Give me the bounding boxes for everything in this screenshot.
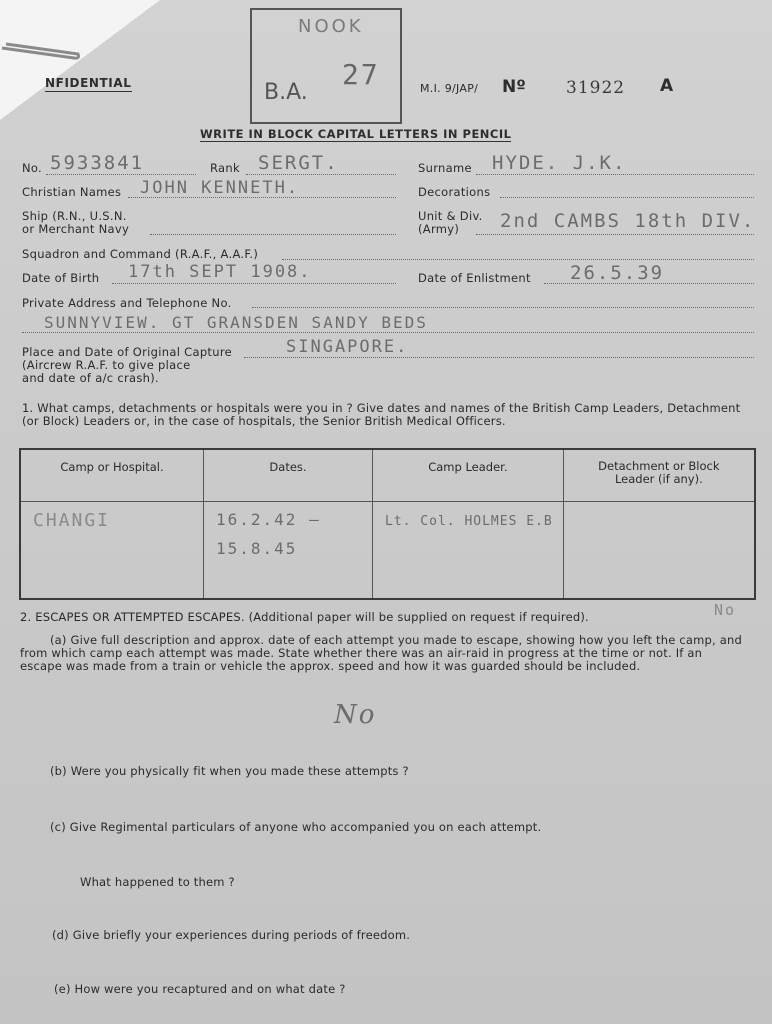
camp-cell bbox=[20, 502, 204, 600]
camp-value: CHANGI bbox=[33, 510, 111, 531]
question-2b: (b) Were you physically fit when you made these attempts ? bbox=[50, 764, 409, 778]
dotted-line bbox=[282, 259, 754, 260]
question-1-line-2: (or Block) Leaders or, in the case of hospitals, the Senior British Medical Officers. bbox=[22, 414, 506, 428]
classification-label: NFIDENTIAL bbox=[45, 76, 132, 90]
christian-names-label: Christian Names bbox=[22, 185, 122, 199]
table-header-row bbox=[20, 449, 755, 502]
col-camp-header: Camp or Hospital. bbox=[20, 449, 204, 502]
col-dates-header: Dates. bbox=[204, 449, 373, 502]
address-value: SUNNYVIEW. GT GRANSDEN SANDY BEDS bbox=[44, 313, 428, 332]
date-to-value: 15.8.45 bbox=[216, 539, 298, 558]
margin-answer: No bbox=[714, 601, 737, 619]
office-stamp bbox=[250, 8, 402, 124]
christian-names-value: JOHN KENNETH. bbox=[140, 178, 300, 198]
question-2a-line-3: escape was made from a train or vehicle the approx. speed and how it was guarded should be included. bbox=[20, 659, 641, 673]
dotted-line bbox=[476, 174, 754, 175]
instruction-heading: WRITE IN BLOCK CAPITAL LETTERS IN PENCIL bbox=[200, 127, 512, 141]
date-from-value: 16.2.42 — bbox=[216, 510, 321, 529]
form-number: 31922 bbox=[566, 78, 626, 98]
question-2c-sub: What happened to them ? bbox=[80, 875, 235, 889]
dates-cell bbox=[204, 502, 373, 600]
capture-value: SINGAPORE. bbox=[286, 337, 409, 357]
leader-value: Lt. Col. HOLMES E.B bbox=[385, 514, 553, 529]
address-label: Private Address and Telephone No. bbox=[22, 296, 232, 310]
form-suffix: A bbox=[660, 76, 674, 96]
table-row bbox=[20, 502, 755, 600]
surname-label: Surname bbox=[418, 161, 472, 175]
dotted-line bbox=[112, 283, 396, 284]
dotted-line bbox=[128, 197, 396, 198]
service-number-value: 5933841 bbox=[50, 152, 145, 174]
question-2a-line-1: (a) Give full description and approx. date of each attempt you made to escape, showing how you left the camp, and bbox=[50, 633, 742, 647]
dotted-line bbox=[22, 332, 754, 333]
capture-label-line-2: (Aircrew R.A.F. to give place bbox=[22, 358, 191, 372]
service-number-label: No. bbox=[22, 161, 42, 175]
dotted-line bbox=[244, 357, 754, 358]
question-2c: (c) Give Regimental particulars of anyone who accompanied you on each attempt. bbox=[50, 820, 542, 834]
dotted-line bbox=[544, 283, 754, 284]
capture-label-line-3: and date of a/c crash). bbox=[22, 371, 159, 385]
leader-cell bbox=[373, 502, 564, 600]
enlistment-value: 26.5.39 bbox=[570, 262, 665, 284]
dotted-line bbox=[500, 197, 754, 198]
question-1-line-1: 1. What camps, detachments or hospitals were you in ? Give dates and names of the British Camp Leaders, Detachment bbox=[22, 401, 741, 415]
rank-label: Rank bbox=[210, 161, 240, 175]
col-detachment-header-text: Detachment or Block Leader (if any). bbox=[598, 459, 720, 486]
answer-2a: No bbox=[334, 700, 377, 730]
squadron-label: Squadron and Command (R.A.F., A.A.F.) bbox=[22, 247, 259, 261]
col-detachment-header bbox=[563, 449, 755, 502]
paper-clip-icon bbox=[0, 40, 80, 64]
decorations-label: Decorations bbox=[418, 185, 491, 199]
dotted-line bbox=[246, 174, 396, 175]
ship-label-line-1: Ship (R.N., U.S.N. bbox=[22, 209, 127, 223]
dotted-line bbox=[252, 307, 754, 308]
question-2d: (d) Give briefly your experiences during periods of freedom. bbox=[52, 928, 411, 942]
col-leader-header: Camp Leader. bbox=[373, 449, 564, 502]
surname-value: HYDE. J.K. bbox=[492, 152, 627, 174]
stamp-illegible-text: NOOK bbox=[298, 16, 364, 37]
dotted-line bbox=[476, 234, 754, 235]
number-label: Nº bbox=[502, 77, 526, 97]
date-of-birth-label: Date of Birth bbox=[22, 271, 100, 285]
unit-label-line-1: Unit & Div. bbox=[418, 209, 483, 223]
detachment-cell bbox=[563, 502, 755, 600]
question-2-heading: 2. ESCAPES OR ATTEMPTED ESCAPES. (Additional paper will be supplied on request if required). bbox=[20, 610, 589, 624]
camps-table bbox=[19, 448, 756, 600]
capture-label-line-1: Place and Date of Original Capture bbox=[22, 345, 232, 359]
dotted-line bbox=[150, 234, 396, 235]
ship-label-line-2: or Merchant Navy bbox=[22, 222, 130, 236]
question-2a-line-2: from which camp each attempt was made. State whether there was an air-raid in progress at the time or not. If an bbox=[20, 646, 703, 660]
enlistment-label: Date of Enlistment bbox=[418, 271, 531, 285]
rank-value: SERGT. bbox=[258, 152, 339, 174]
unit-value: 2nd CAMBS 18th DIV. bbox=[500, 210, 756, 232]
date-of-birth-value: 17th SEPT 1908. bbox=[128, 262, 312, 282]
stamp-text: B.A. bbox=[264, 80, 308, 105]
question-2e: (e) How were you recaptured and on what date ? bbox=[54, 982, 346, 996]
dotted-line bbox=[46, 174, 196, 175]
unit-label-line-2: (Army) bbox=[418, 222, 460, 236]
stamp-number: 27 bbox=[342, 58, 380, 91]
reference-code: M.I. 9/JAP/ bbox=[420, 82, 479, 95]
